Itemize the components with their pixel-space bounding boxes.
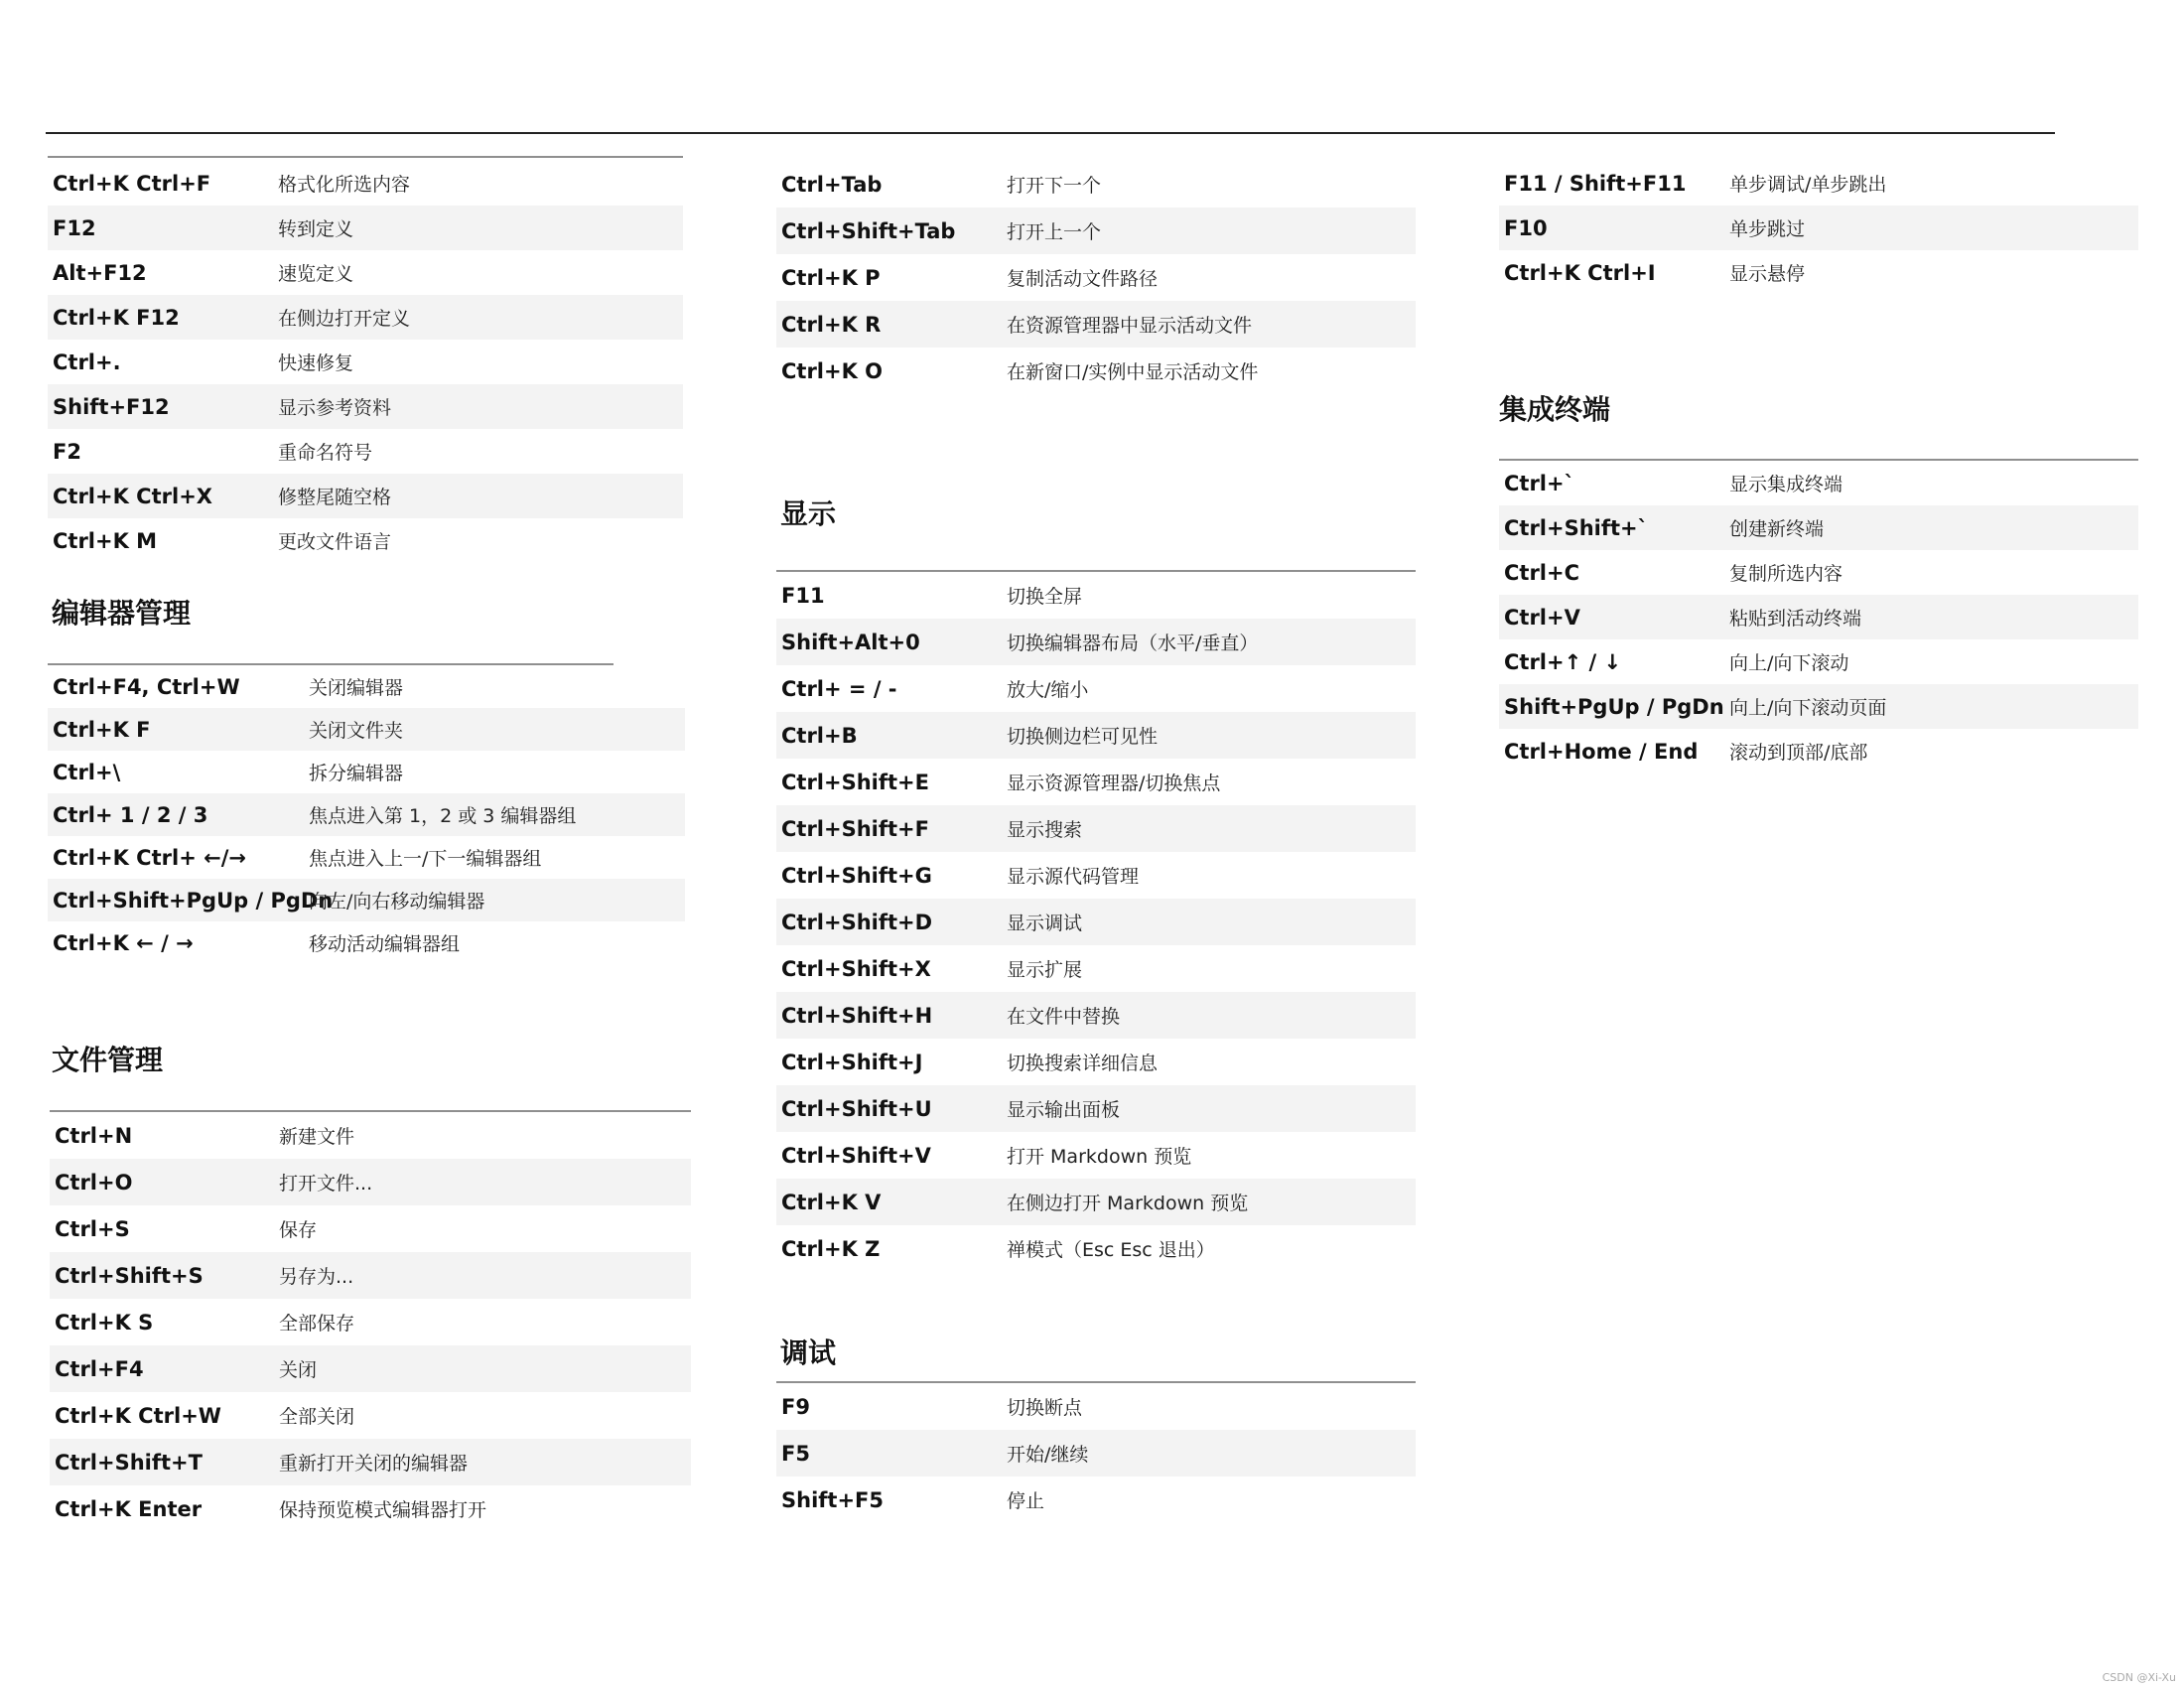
- shortcut-key: Ctrl+K Ctrl+X: [53, 484, 212, 508]
- shortcut-description: 关闭编辑器: [309, 677, 404, 699]
- shortcut-key: Ctrl+K P: [781, 265, 881, 290]
- shortcut-key: Ctrl+Shift+D: [781, 910, 933, 934]
- shortcut-row: [776, 712, 1416, 759]
- section-title: 集成终端: [1499, 393, 1611, 426]
- shortcut-description: 在资源管理器中显示活动文件: [1007, 315, 1253, 337]
- shortcut-key: Ctrl+`: [1504, 471, 1575, 495]
- shortcut-key: Ctrl+ 1 / 2 / 3: [53, 802, 208, 827]
- shortcut-key: Ctrl+Shift+H: [781, 1003, 933, 1028]
- shortcut-key: F12: [53, 215, 96, 240]
- shortcut-key: Ctrl+\: [53, 760, 121, 784]
- shortcut-description: 显示资源管理器/切换焦点: [1007, 773, 1221, 794]
- shortcut-row: [48, 474, 683, 518]
- shortcut-row: [50, 1439, 691, 1485]
- shortcut-key: Ctrl+K Ctrl+ ←/→: [53, 845, 246, 870]
- shortcut-key: Ctrl+K Enter: [55, 1496, 203, 1521]
- shortcut-row: [1499, 684, 2138, 729]
- shortcut-key: Shift+F12: [53, 394, 170, 419]
- shortcut-row: [48, 340, 683, 384]
- shortcut-key: F10: [1504, 215, 1548, 240]
- shortcut-row: [50, 1345, 691, 1392]
- shortcut-row: [48, 921, 685, 964]
- shortcut-key: Ctrl+O: [55, 1170, 133, 1195]
- shortcut-key: Ctrl+Home / End: [1504, 739, 1699, 764]
- shortcut-row: [776, 759, 1416, 805]
- shortcut-description: 打开下一个: [1007, 175, 1102, 197]
- shortcut-description: 格式化所选内容: [278, 174, 411, 196]
- shortcut-description: 切换全屏: [1007, 586, 1083, 608]
- shortcut-row: [48, 879, 685, 921]
- shortcut-row: [48, 836, 685, 879]
- shortcut-row: [776, 208, 1416, 254]
- shortcut-description: 全部关闭: [279, 1406, 355, 1428]
- shortcut-description: 向上/向下滚动页面: [1729, 697, 1887, 719]
- shortcut-row: [48, 429, 683, 474]
- shortcut-description: 关闭: [279, 1359, 318, 1381]
- shortcut-row: [48, 708, 685, 751]
- shortcut-table: [1499, 161, 2138, 295]
- shortcut-description: 在文件中替换: [1007, 1006, 1121, 1028]
- shortcut-description: 向左/向右移动编辑器: [309, 891, 485, 913]
- shortcut-description: 转到定义: [278, 218, 354, 240]
- shortcut-key: Ctrl+K O: [781, 358, 884, 383]
- shortcut-key: F11 / Shift+F11: [1504, 171, 1687, 196]
- shortcut-key: Ctrl+K V: [781, 1190, 882, 1214]
- shortcut-description: 重命名符号: [278, 442, 373, 464]
- shortcut-key: Ctrl+K Ctrl+F: [53, 171, 211, 196]
- shortcut-row: [1499, 461, 2138, 505]
- shortcut-row: [1499, 161, 2138, 206]
- shortcut-key: Ctrl+B: [781, 723, 858, 748]
- shortcut-key: Ctrl+K Ctrl+W: [55, 1403, 221, 1428]
- shortcut-row: [1499, 729, 2138, 774]
- shortcut-row: [776, 1383, 1416, 1430]
- shortcut-table: [48, 665, 685, 964]
- section-title: 文件管理: [52, 1044, 164, 1076]
- shortcut-description: 显示调试: [1007, 913, 1083, 934]
- shortcut-key: Ctrl+C: [1504, 560, 1580, 585]
- shortcut-key: Ctrl+Shift+X: [781, 956, 931, 981]
- shortcut-description: 重新打开关闭的编辑器: [279, 1453, 469, 1475]
- shortcut-description: 显示源代码管理: [1007, 866, 1140, 888]
- shortcut-description: 复制活动文件路径: [1007, 268, 1159, 290]
- shortcut-row: [48, 384, 683, 429]
- shortcut-description: 快速修复: [278, 352, 354, 374]
- shortcut-key: Ctrl+Shift+E: [781, 770, 929, 794]
- shortcut-row: [776, 1039, 1416, 1085]
- shortcut-table: [776, 1383, 1416, 1523]
- shortcut-row: [776, 348, 1416, 394]
- shortcut-row: [776, 805, 1416, 852]
- shortcut-key: Ctrl+Shift+Tab: [781, 218, 956, 243]
- shortcut-table: [50, 1112, 691, 1532]
- shortcut-row: [776, 254, 1416, 301]
- shortcut-description: 打开 Markdown 预览: [1007, 1146, 1192, 1168]
- shortcut-row: [1499, 206, 2138, 250]
- shortcut-description: 创建新终端: [1729, 518, 1825, 540]
- shortcut-key: Alt+F12: [53, 260, 147, 285]
- shortcut-row: [50, 1392, 691, 1439]
- shortcut-key: Ctrl+F4, Ctrl+W: [53, 674, 240, 699]
- shortcut-row: [50, 1112, 691, 1159]
- shortcut-key: Ctrl+K F12: [53, 305, 180, 330]
- shortcut-description: 速览定义: [278, 263, 354, 285]
- shortcut-description: 关闭文件夹: [309, 720, 404, 742]
- shortcut-row: [776, 301, 1416, 348]
- shortcut-description: 焦点进入上一/下一编辑器组: [309, 848, 542, 870]
- shortcut-description: 在侧边打开 Markdown 预览: [1007, 1193, 1249, 1214]
- shortcut-description: 粘贴到活动终端: [1729, 608, 1862, 630]
- shortcut-description: 移动活动编辑器组: [309, 933, 461, 955]
- shortcut-row: [776, 665, 1416, 712]
- shortcut-key: Ctrl+Shift+U: [781, 1096, 932, 1121]
- watermark: CSDN @Xi-Xu: [2102, 1671, 2176, 1684]
- shortcut-key: Ctrl+K Z: [781, 1236, 881, 1261]
- shortcut-description: 全部保存: [279, 1313, 355, 1335]
- shortcut-row: [1499, 550, 2138, 595]
- shortcut-row: [776, 1132, 1416, 1179]
- shortcut-description: 另存为...: [279, 1266, 354, 1288]
- shortcut-row: [48, 665, 685, 708]
- shortcut-description: 拆分编辑器: [309, 763, 404, 784]
- shortcut-key: Ctrl+ = / -: [781, 676, 897, 701]
- shortcut-row: [776, 1179, 1416, 1225]
- shortcut-description: 放大/缩小: [1007, 679, 1089, 701]
- shortcut-key: Ctrl+N: [55, 1123, 133, 1148]
- shortcut-key: Ctrl+F4: [55, 1356, 144, 1381]
- shortcut-key: Ctrl+S: [55, 1216, 130, 1241]
- shortcut-key: Ctrl+K R: [781, 312, 882, 337]
- shortcut-description: 在新窗口/实例中显示活动文件: [1007, 361, 1259, 383]
- shortcut-row: [50, 1252, 691, 1299]
- shortcut-row: [48, 250, 683, 295]
- shortcut-description: 修整尾随空格: [278, 487, 392, 508]
- shortcut-key: Ctrl+Shift+J: [781, 1050, 923, 1074]
- shortcut-row: [1499, 595, 2138, 639]
- shortcut-row: [48, 161, 683, 206]
- shortcut-description: 保持预览模式编辑器打开: [279, 1499, 487, 1521]
- shortcut-table: [776, 161, 1416, 394]
- shortcut-description: 显示搜索: [1007, 819, 1083, 841]
- shortcut-key: Ctrl+Shift+G: [781, 863, 932, 888]
- shortcut-row: [50, 1159, 691, 1205]
- section-title: 编辑器管理: [52, 597, 192, 630]
- shortcut-row: [50, 1205, 691, 1252]
- shortcut-description: 显示悬停: [1729, 263, 1806, 285]
- shortcut-key: Ctrl+K M: [53, 528, 158, 553]
- shortcut-row: [48, 793, 685, 836]
- shortcut-key: Ctrl+.: [53, 350, 121, 374]
- shortcut-description: 显示参考资料: [278, 397, 392, 419]
- shortcut-description: 显示输出面板: [1007, 1099, 1121, 1121]
- shortcut-row: [50, 1299, 691, 1345]
- shortcut-description: 显示扩展: [1007, 959, 1083, 981]
- shortcut-description: 禅模式（Esc Esc 退出）: [1007, 1239, 1215, 1261]
- section-title: 调试: [780, 1336, 837, 1369]
- shortcut-key: Ctrl+↑ / ↓: [1504, 649, 1622, 674]
- shortcut-description: 新建文件: [279, 1126, 355, 1148]
- shortcut-description: 停止: [1007, 1490, 1045, 1512]
- shortcut-row: [776, 1085, 1416, 1132]
- shortcut-key: F2: [53, 439, 81, 464]
- shortcut-row: [776, 899, 1416, 945]
- shortcut-table: [776, 572, 1416, 1272]
- page-top-rule: [46, 132, 2055, 134]
- shortcut-description: 切换侧边栏可见性: [1007, 726, 1159, 748]
- shortcut-description: 单步跳过: [1729, 218, 1806, 240]
- shortcut-description: 打开上一个: [1007, 221, 1102, 243]
- shortcut-row: [776, 852, 1416, 899]
- shortcut-description: 打开文件...: [279, 1173, 373, 1195]
- section-rule: [48, 156, 683, 158]
- shortcut-row: [1499, 250, 2138, 295]
- shortcut-row: [776, 572, 1416, 619]
- shortcut-description: 显示集成终端: [1729, 474, 1843, 495]
- shortcut-description: 在侧边打开定义: [278, 308, 411, 330]
- shortcut-description: 切换编辑器布局（水平/垂直）: [1007, 633, 1259, 654]
- shortcut-row: [50, 1485, 691, 1532]
- shortcut-key: Shift+F5: [781, 1487, 885, 1512]
- shortcut-key: Ctrl+K Ctrl+I: [1504, 260, 1656, 285]
- shortcut-row: [48, 295, 683, 340]
- shortcut-key: Ctrl+Shift+S: [55, 1263, 204, 1288]
- shortcut-key: Ctrl+Shift+PgUp / PgDn: [53, 888, 334, 913]
- shortcut-row: [776, 161, 1416, 208]
- shortcut-row: [776, 619, 1416, 665]
- shortcut-description: 开始/继续: [1007, 1444, 1089, 1466]
- shortcut-key: Ctrl+V: [1504, 605, 1580, 630]
- shortcut-row: [776, 1225, 1416, 1272]
- shortcut-key: Ctrl+Tab: [781, 172, 883, 197]
- shortcut-description: 复制所选内容: [1729, 563, 1843, 585]
- shortcut-table: [48, 161, 683, 563]
- shortcut-description: 焦点进入第 1，2 或 3 编辑器组: [309, 805, 577, 827]
- shortcut-description: 更改文件语言: [278, 531, 392, 553]
- shortcut-key: Ctrl+Shift+`: [1504, 515, 1649, 540]
- shortcut-row: [48, 751, 685, 793]
- shortcut-description: 向上/向下滚动: [1729, 652, 1849, 674]
- shortcut-row: [48, 206, 683, 250]
- shortcut-description: 单步调试/单步跳出: [1729, 174, 1887, 196]
- shortcut-key: Shift+PgUp / PgDn: [1504, 694, 1724, 719]
- shortcut-key: Ctrl+K F: [53, 717, 151, 742]
- shortcut-key: F11: [781, 583, 825, 608]
- shortcut-row: [776, 1430, 1416, 1477]
- shortcut-row: [1499, 505, 2138, 550]
- shortcut-key: Ctrl+Shift+T: [55, 1450, 203, 1475]
- shortcut-row: [776, 945, 1416, 992]
- shortcut-key: Ctrl+K S: [55, 1310, 154, 1335]
- shortcut-key: Shift+Alt+0: [781, 630, 920, 654]
- shortcut-key: Ctrl+Shift+F: [781, 816, 929, 841]
- shortcut-table: [1499, 461, 2138, 774]
- shortcut-row: [48, 518, 683, 563]
- shortcut-row: [776, 992, 1416, 1039]
- shortcut-key: Ctrl+K ← / →: [53, 930, 194, 955]
- section-title: 显示: [780, 497, 837, 530]
- shortcut-description: 切换断点: [1007, 1397, 1083, 1419]
- shortcut-row: [776, 1477, 1416, 1523]
- shortcut-key: F9: [781, 1394, 810, 1419]
- shortcut-row: [1499, 639, 2138, 684]
- shortcut-key: F5: [781, 1441, 810, 1466]
- shortcut-description: 保存: [279, 1219, 318, 1241]
- shortcut-description: 切换搜索详细信息: [1007, 1053, 1159, 1074]
- shortcut-key: Ctrl+Shift+V: [781, 1143, 931, 1168]
- shortcut-description: 滚动到顶部/底部: [1729, 742, 1868, 764]
